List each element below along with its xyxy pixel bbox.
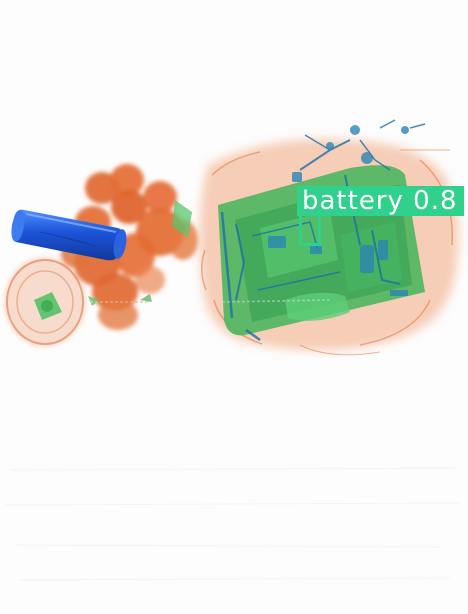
scan-noise xyxy=(5,468,460,580)
detection-score: 0.8 xyxy=(413,186,458,216)
detection-class: battery xyxy=(302,186,404,216)
round-object xyxy=(4,257,86,347)
detection-box xyxy=(299,213,321,246)
detection-label xyxy=(297,186,464,216)
